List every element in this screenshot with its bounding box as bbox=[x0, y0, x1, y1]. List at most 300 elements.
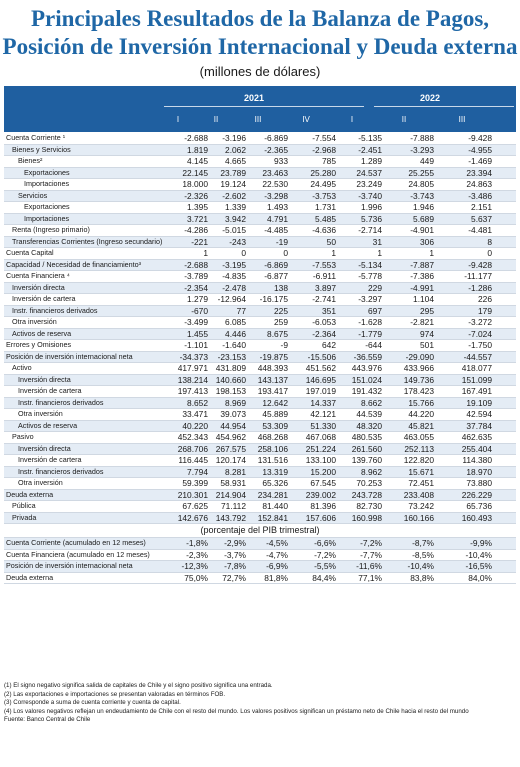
cell-value: -11,6% bbox=[356, 561, 382, 571]
cell-value: -2.602 bbox=[222, 190, 246, 201]
pct-row bbox=[4, 561, 516, 573]
cell-value: 785 bbox=[322, 156, 336, 166]
cell-value: 59.399 bbox=[182, 478, 208, 488]
cell-value: 24.863 bbox=[466, 179, 492, 189]
row-label: Cuenta Financiera (acumulado en 12 meses) bbox=[6, 549, 150, 559]
row-label: Servicios bbox=[18, 190, 48, 200]
table-row bbox=[4, 329, 516, 341]
row-label: Activo bbox=[12, 363, 32, 372]
table-row bbox=[4, 363, 516, 375]
cell-value: 258.106 bbox=[257, 443, 288, 454]
page-title: Principales Resultados de la Balanza de Pagos, bbox=[30, 6, 490, 31]
results-table bbox=[4, 133, 516, 584]
cell-value: -5.778 bbox=[358, 271, 382, 281]
cell-value: 73.880 bbox=[466, 478, 492, 488]
cell-value: -44.557 bbox=[463, 351, 492, 362]
cell-value: -2.688 bbox=[184, 259, 208, 270]
cell-value: 179 bbox=[478, 305, 492, 316]
cell-value: -2.968 bbox=[312, 144, 336, 155]
cell-value: 81,8% bbox=[264, 572, 288, 583]
cell-value: -243 bbox=[229, 236, 246, 247]
quarter-header: I bbox=[176, 115, 180, 124]
row-label: Pública bbox=[12, 501, 36, 510]
cell-value: -12,3% bbox=[181, 561, 208, 571]
cell-value: 226 bbox=[478, 294, 492, 304]
pct-row bbox=[4, 550, 516, 562]
table-row bbox=[4, 444, 516, 456]
row-label: Inversión de cartera bbox=[18, 386, 82, 395]
cell-value: 1 bbox=[203, 248, 208, 258]
cell-value: 65.326 bbox=[262, 478, 288, 488]
cell-value: 19.124 bbox=[220, 179, 246, 189]
row-label: Activos de reserva bbox=[12, 328, 72, 338]
cell-value: 1 bbox=[429, 248, 434, 258]
cell-value: 84,4% bbox=[312, 572, 336, 583]
cell-value: -9 bbox=[280, 340, 288, 350]
row-label: Otra inversión bbox=[18, 409, 63, 418]
cell-value: 160.998 bbox=[351, 512, 382, 523]
cell-value: -1.750 bbox=[468, 340, 492, 350]
quarter-header: III bbox=[458, 115, 466, 124]
cell-value: -19 bbox=[275, 236, 288, 247]
pct-row bbox=[4, 573, 516, 585]
table-row bbox=[4, 455, 516, 467]
cell-value: 23.463 bbox=[262, 167, 288, 178]
cell-value: -7,2% bbox=[314, 549, 336, 560]
cell-value: 22.530 bbox=[262, 179, 288, 189]
table-row bbox=[4, 317, 516, 329]
cell-value: -9.428 bbox=[468, 259, 492, 270]
cell-value: 139.760 bbox=[351, 455, 382, 465]
cell-value: 19.109 bbox=[466, 397, 492, 408]
cell-value: 197.413 bbox=[177, 386, 208, 396]
cell-value: 1.731 bbox=[315, 202, 336, 212]
cell-value: -3.195 bbox=[222, 259, 246, 270]
row-label: Posición de inversión internacional neta bbox=[6, 561, 133, 570]
cell-value: 116.445 bbox=[178, 455, 208, 465]
cell-value: -2.451 bbox=[358, 144, 382, 155]
row-label: Inversión de cartera bbox=[18, 455, 82, 464]
cell-value: 1.493 bbox=[267, 202, 288, 212]
table-row bbox=[4, 352, 516, 364]
cell-value: 143.137 bbox=[257, 374, 288, 385]
cell-value: 3.721 bbox=[187, 213, 208, 224]
cell-value: 149.736 bbox=[403, 374, 434, 385]
table-row bbox=[4, 478, 516, 490]
cell-value: -2,3% bbox=[186, 549, 208, 560]
cell-value: 1.996 bbox=[361, 202, 382, 212]
quarter-header: III bbox=[254, 115, 262, 124]
cell-value: 44.220 bbox=[408, 409, 434, 419]
cell-value: 642 bbox=[322, 340, 336, 350]
units-subtitle: (millones de dólares) bbox=[199, 64, 321, 79]
cell-value: -6.869 bbox=[264, 133, 288, 143]
cell-value: -3.743 bbox=[410, 190, 434, 201]
cell-value: -23.153 bbox=[217, 351, 246, 362]
row-label: Exportaciones bbox=[24, 202, 70, 211]
cell-value: -6,6% bbox=[314, 538, 336, 548]
cell-value: 146.695 bbox=[305, 374, 336, 385]
cell-value: 84,0% bbox=[468, 572, 492, 583]
row-label: Inversión de cartera bbox=[12, 294, 76, 303]
cell-value: -1,8% bbox=[186, 538, 208, 548]
footnote: Fuente: Banco Central de Chile bbox=[4, 716, 91, 724]
cell-value: 138.214 bbox=[177, 374, 208, 385]
cell-value: 454.962 bbox=[215, 432, 246, 442]
cell-value: 8 bbox=[487, 236, 492, 247]
table-row bbox=[4, 432, 516, 444]
table-row bbox=[4, 271, 516, 283]
cell-value: 53.309 bbox=[262, 420, 288, 431]
row-label: Activos de reserva bbox=[18, 420, 78, 430]
cell-value: -29.090 bbox=[405, 351, 434, 362]
table-row bbox=[4, 421, 516, 433]
year-label-2022: 2022 bbox=[420, 93, 441, 103]
cell-value: -7,8% bbox=[224, 561, 246, 571]
cell-value: 467.068 bbox=[305, 432, 336, 442]
cell-value: 451.562 bbox=[305, 363, 336, 373]
cell-value: 50 bbox=[326, 236, 336, 247]
cell-value: -644 bbox=[365, 340, 382, 350]
cell-value: 351 bbox=[322, 305, 336, 316]
cell-value: 13.319 bbox=[262, 466, 288, 477]
cell-value: -4.901 bbox=[410, 225, 434, 235]
cell-value: 251.224 bbox=[305, 443, 336, 454]
cell-value: 501 bbox=[420, 340, 434, 350]
cell-value: 463.055 bbox=[403, 432, 434, 442]
cell-value: 0 bbox=[241, 248, 246, 258]
row-label: Otra inversión bbox=[12, 317, 57, 326]
table-row bbox=[4, 145, 516, 157]
footnote: (2) Las exportaciones e importaciones se presentan valoradas en términos FOB. bbox=[4, 690, 226, 698]
cell-value: 48.320 bbox=[356, 420, 382, 431]
cell-value: 24.537 bbox=[356, 167, 382, 178]
cell-value: 75,0% bbox=[184, 572, 208, 583]
cell-value: 8.969 bbox=[225, 397, 246, 408]
cell-value: 233.408 bbox=[403, 489, 434, 500]
cell-value: 138 bbox=[274, 282, 288, 293]
cell-value: -4.991 bbox=[410, 282, 434, 293]
cell-value: -10,4% bbox=[465, 549, 492, 560]
table-row bbox=[4, 248, 516, 260]
cell-value: -6,9% bbox=[266, 561, 288, 571]
cell-value: 25.280 bbox=[310, 167, 336, 178]
row-label: Cuenta Corriente (acumulado en 12 meses) bbox=[6, 538, 146, 547]
cell-value: 15.671 bbox=[408, 466, 434, 477]
cell-value: 72,7% bbox=[222, 572, 246, 583]
quarter-header: IV bbox=[302, 115, 310, 124]
cell-value: 23.394 bbox=[466, 167, 492, 178]
cell-value: -8,5% bbox=[412, 549, 434, 560]
cell-value: 243.728 bbox=[351, 489, 382, 500]
cell-value: 72.451 bbox=[408, 478, 434, 488]
cell-value: 45.889 bbox=[262, 409, 288, 419]
cell-value: 44.954 bbox=[220, 420, 246, 431]
cell-value: 1.289 bbox=[361, 156, 382, 166]
cell-value: 33.471 bbox=[182, 409, 208, 419]
pib-section-label: (porcentaje del PIB trimestral) bbox=[4, 524, 516, 538]
cell-value: -9,9% bbox=[470, 538, 492, 548]
cell-value: 25.255 bbox=[408, 167, 434, 178]
cell-value: -4.485 bbox=[264, 225, 288, 235]
cell-value: 229 bbox=[368, 282, 382, 293]
footnote: (3) Corresponde a suma de cuenta corriente y cuenta de capital. bbox=[4, 699, 181, 707]
row-label: Deuda externa bbox=[6, 489, 54, 499]
cell-value: 45.821 bbox=[408, 420, 434, 431]
cell-value: -2.688 bbox=[184, 133, 208, 143]
cell-value: -5.015 bbox=[222, 225, 246, 235]
year-divider-2021 bbox=[164, 106, 364, 107]
cell-value: -1.469 bbox=[468, 156, 492, 166]
cell-value: 157.606 bbox=[305, 512, 336, 523]
cell-value: -7.024 bbox=[468, 328, 492, 339]
cell-value: 167.491 bbox=[461, 386, 492, 396]
cell-value: -4.481 bbox=[468, 225, 492, 235]
cell-value: 191.432 bbox=[351, 386, 382, 396]
cell-value: -1.640 bbox=[222, 340, 246, 350]
cell-value: 65.736 bbox=[466, 501, 492, 511]
cell-value: 14.337 bbox=[310, 397, 336, 408]
row-label: Inversión directa bbox=[12, 282, 65, 292]
row-label: Cuenta Financiera ⁴ bbox=[6, 271, 70, 280]
row-label: Cuenta Capital bbox=[6, 248, 54, 257]
cell-value: -36.559 bbox=[353, 351, 382, 362]
table-row bbox=[4, 133, 516, 145]
table-row bbox=[4, 260, 516, 272]
table-row bbox=[4, 225, 516, 237]
quarter-header: II bbox=[213, 115, 219, 124]
cell-value: -3.740 bbox=[358, 190, 382, 201]
cell-value: -2.478 bbox=[222, 282, 246, 293]
table-row bbox=[4, 156, 516, 168]
cell-value: -4,5% bbox=[266, 538, 288, 548]
table-row bbox=[4, 179, 516, 191]
cell-value: 15.766 bbox=[408, 397, 434, 408]
table-row bbox=[4, 294, 516, 306]
cell-value: 462.635 bbox=[461, 432, 492, 442]
cell-value: 71.112 bbox=[221, 501, 246, 511]
table-row bbox=[4, 237, 516, 249]
cell-value: 480.535 bbox=[351, 432, 382, 442]
cell-value: 452.343 bbox=[177, 432, 208, 442]
table-header bbox=[4, 86, 516, 132]
cell-value: 2.151 bbox=[471, 202, 492, 212]
row-label: Pasivo bbox=[12, 432, 34, 441]
cell-value: -4.835 bbox=[222, 271, 246, 281]
cell-value: 140.660 bbox=[215, 374, 246, 385]
cell-value: -11.177 bbox=[464, 271, 492, 281]
cell-value: 5.485 bbox=[315, 213, 336, 224]
cell-value: 7.794 bbox=[187, 466, 208, 477]
cell-value: 122.820 bbox=[403, 455, 434, 465]
cell-value: 449 bbox=[420, 156, 434, 166]
cell-value: 5.736 bbox=[361, 213, 382, 224]
cell-value: -670 bbox=[191, 305, 208, 316]
cell-value: 51.330 bbox=[310, 420, 336, 431]
cell-value: -34.373 bbox=[179, 351, 208, 362]
cell-value: 151.024 bbox=[351, 374, 382, 385]
cell-value: 5.637 bbox=[471, 213, 492, 224]
cell-value: -5.135 bbox=[358, 133, 382, 143]
cell-value: 22.145 bbox=[182, 167, 208, 178]
cell-value: 23.789 bbox=[220, 167, 246, 178]
cell-value: -4.955 bbox=[468, 144, 492, 155]
cell-value: 0 bbox=[487, 248, 492, 258]
quarter-header: I bbox=[350, 115, 354, 124]
cell-value: 933 bbox=[274, 156, 288, 166]
cell-value: 83,8% bbox=[410, 572, 434, 583]
row-label: Cuenta Corriente ¹ bbox=[6, 133, 66, 142]
cell-value: 15.200 bbox=[310, 466, 336, 477]
cell-value: 37.784 bbox=[466, 420, 492, 431]
cell-value: -4,7% bbox=[266, 549, 288, 560]
cell-value: -7.554 bbox=[312, 133, 336, 143]
cell-value: -7.386 bbox=[410, 271, 434, 281]
cell-value: 8.962 bbox=[361, 466, 382, 477]
cell-value: 697 bbox=[368, 305, 382, 316]
cell-value: 160.493 bbox=[461, 512, 492, 523]
cell-value: 143.792 bbox=[215, 512, 246, 523]
row-label: Bienes y Servicios bbox=[12, 144, 71, 154]
table-row bbox=[4, 202, 516, 214]
cell-value: -3.499 bbox=[184, 317, 208, 327]
cell-value: -3.298 bbox=[264, 190, 288, 201]
cell-value: -3.297 bbox=[358, 294, 382, 304]
row-label: Instr. financieros derivados bbox=[18, 397, 104, 407]
cell-value: -6.053 bbox=[312, 317, 336, 327]
cell-value: -12.964 bbox=[217, 294, 246, 304]
cell-value: 225 bbox=[274, 305, 288, 316]
page-title-line2: Posición de Inversión Internacional y Deuda externa bbox=[2, 34, 518, 59]
cell-value: -16.175 bbox=[259, 294, 288, 304]
cell-value: 0 bbox=[283, 248, 288, 258]
table-row bbox=[4, 513, 516, 525]
cell-value: 160.166 bbox=[403, 512, 434, 523]
cell-value: 39.073 bbox=[220, 409, 246, 419]
table-row bbox=[4, 306, 516, 318]
footnote: (1) El signo negativo significa salida de capitales de Chile y el signo positivo significa una entrada. bbox=[4, 682, 273, 689]
cell-value: -3,7% bbox=[224, 549, 246, 560]
cell-value: -19.875 bbox=[259, 351, 288, 362]
cell-value: -1.628 bbox=[358, 317, 382, 327]
cell-value: 82.730 bbox=[356, 501, 382, 511]
cell-value: 4.145 bbox=[187, 156, 208, 166]
cell-value: 67.545 bbox=[310, 478, 336, 488]
cell-value: -6.869 bbox=[264, 259, 288, 270]
row-label: Errores y Omisiones bbox=[6, 340, 72, 349]
cell-value: 468.268 bbox=[257, 432, 288, 442]
cell-value: -1.286 bbox=[468, 282, 492, 293]
cell-value: 252.113 bbox=[404, 443, 434, 454]
cell-value: 23.249 bbox=[356, 179, 382, 189]
row-label: Inversión directa bbox=[18, 374, 71, 384]
cell-value: 255.404 bbox=[461, 443, 492, 454]
row-label: Deuda externa bbox=[6, 572, 54, 582]
cell-value: 4.665 bbox=[225, 156, 246, 166]
cell-value: -4.286 bbox=[184, 225, 208, 235]
cell-value: 8.281 bbox=[225, 466, 246, 477]
cell-value: 8.652 bbox=[187, 397, 208, 408]
cell-value: 418.077 bbox=[461, 363, 492, 373]
cell-value: -7.888 bbox=[410, 133, 434, 143]
cell-value: 3.942 bbox=[225, 213, 246, 224]
cell-value: -6.911 bbox=[312, 271, 336, 281]
cell-value: 295 bbox=[420, 305, 434, 316]
table-row bbox=[4, 214, 516, 226]
cell-value: 114.380 bbox=[462, 455, 492, 465]
table-row bbox=[4, 340, 516, 352]
cell-value: 3.897 bbox=[315, 282, 336, 293]
cell-value: -2.714 bbox=[358, 225, 382, 235]
cell-value: 1 bbox=[377, 248, 382, 258]
cell-value: -3.789 bbox=[184, 271, 208, 281]
cell-value: 4.446 bbox=[225, 328, 246, 339]
cell-value: 178.423 bbox=[403, 386, 434, 396]
row-label: Exportaciones bbox=[24, 167, 70, 177]
cell-value: -7.887 bbox=[410, 259, 434, 270]
cell-value: 974 bbox=[420, 328, 434, 339]
cell-value: 77 bbox=[236, 305, 246, 316]
cell-value: 1.104 bbox=[413, 294, 434, 304]
cell-value: -7,2% bbox=[360, 538, 382, 548]
cell-value: 31 bbox=[372, 236, 382, 247]
year-label-2021: 2021 bbox=[244, 93, 265, 103]
cell-value: -9.428 bbox=[468, 133, 492, 143]
table-row bbox=[4, 168, 516, 180]
cell-value: 226.229 bbox=[461, 489, 492, 500]
row-label: Renta (Ingreso primario) bbox=[12, 225, 90, 234]
cell-value: -3.753 bbox=[312, 190, 336, 201]
table-row bbox=[4, 490, 516, 502]
cell-value: 67.625 bbox=[182, 501, 208, 511]
cell-value: -2.354 bbox=[184, 282, 208, 293]
cell-value: 133.100 bbox=[305, 455, 336, 465]
cell-value: 8.675 bbox=[267, 328, 288, 339]
cell-value: -2.741 bbox=[312, 294, 336, 304]
cell-value: -10,4% bbox=[407, 561, 434, 571]
row-label: Transferencias Corrientes (Ingreso secundario) bbox=[12, 236, 163, 246]
year-divider-2022 bbox=[374, 106, 514, 107]
table-row bbox=[4, 409, 516, 421]
table-row bbox=[4, 283, 516, 295]
cell-value: 24.805 bbox=[408, 179, 434, 189]
table-row bbox=[4, 375, 516, 387]
cell-value: 70.253 bbox=[356, 478, 382, 488]
row-label: Bienes² bbox=[18, 156, 43, 165]
cell-value: 1.279 bbox=[187, 294, 208, 304]
table-row bbox=[4, 398, 516, 410]
cell-value: 12.642 bbox=[262, 397, 288, 408]
cell-value: -5.134 bbox=[358, 259, 382, 270]
table-row bbox=[4, 191, 516, 203]
cell-value: -5,5% bbox=[314, 561, 336, 571]
cell-value: 58.931 bbox=[220, 478, 246, 488]
cell-value: 120.174 bbox=[215, 455, 246, 465]
row-label: Importaciones bbox=[24, 179, 70, 188]
cell-value: -2,9% bbox=[224, 538, 246, 548]
cell-value: -2.365 bbox=[264, 144, 288, 155]
table-row bbox=[4, 386, 516, 398]
row-label: Instr. financieros derivados bbox=[18, 466, 104, 476]
cell-value: 417.971 bbox=[177, 363, 208, 373]
cell-value: 448.393 bbox=[257, 363, 288, 373]
cell-value: 1.339 bbox=[225, 202, 246, 212]
cell-value: 234.281 bbox=[257, 489, 288, 500]
cell-value: -16,5% bbox=[465, 561, 492, 571]
cell-value: 198.153 bbox=[215, 386, 246, 396]
cell-value: -3.293 bbox=[410, 144, 434, 155]
cell-value: 268.706 bbox=[177, 443, 208, 454]
